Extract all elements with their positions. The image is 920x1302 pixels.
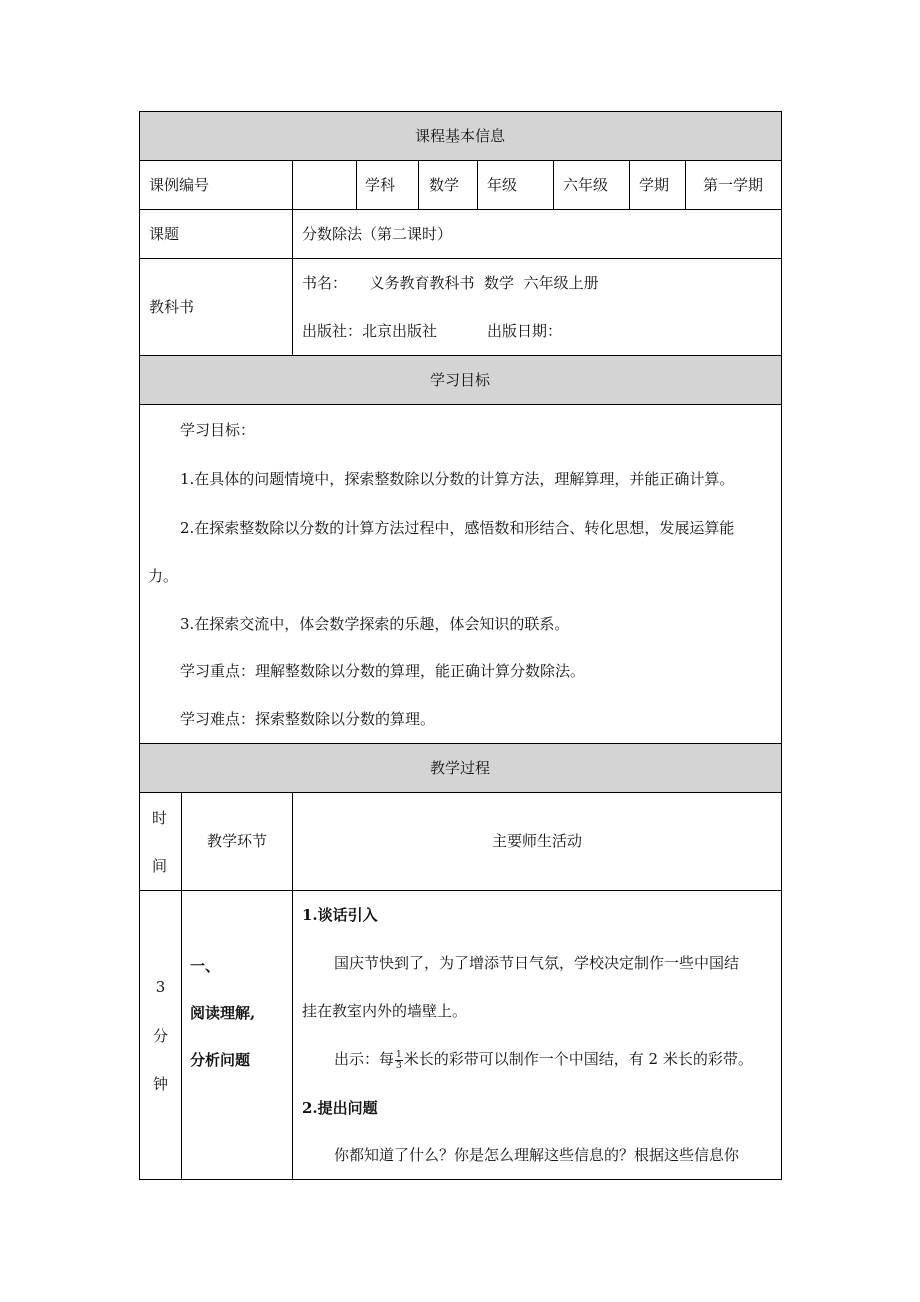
fraction-one-third: $\frac{1}{3}$ (396, 1049, 402, 1071)
term-label: 学期 (639, 176, 670, 194)
goal-2-line1: 2.在探索整数除以分数的计算方法过程中，感悟数和形结合、转化思想，发展运算能 (180, 519, 735, 537)
term-value: 第一学期 (703, 176, 764, 194)
show-statement (334, 1049, 753, 1071)
key-point: 学习重点：理解整数除以分数的算理，能正确计算分数除法。 (180, 662, 586, 680)
time-unit-1: 分 (152, 1027, 168, 1045)
goal-3: 3.在探索交流中，体会数学探索的乐趣，体会知识的联系。 (180, 615, 570, 633)
goal-1: 1.在具体的问题情境中，探索整数除以分数的计算方法，理解算理，并能正确计算。 (180, 470, 735, 488)
stage-number: 一、 (190, 957, 221, 975)
col-time-2: 间 (152, 857, 168, 875)
textbook-publisher: 出版社：北京出版社 (302, 322, 438, 340)
show-suffix: 米长的彩带可以制作一个中国结，有 2 米长的彩带。 (403, 1050, 753, 1068)
difficulty: 学习难点：探索整数除以分数的算理。 (180, 710, 436, 728)
time-value: 3 (155, 978, 166, 996)
time-unit-2: 钟 (152, 1075, 168, 1093)
goal-2-line2: 力。 (148, 567, 179, 585)
show-prefix: 出示：每 (334, 1050, 395, 1068)
course-info-title: 课程基本信息 (414, 127, 505, 145)
subject-label: 学科 (365, 176, 396, 194)
topic-value: 分数除法（第二课时） (302, 225, 453, 243)
stage-name-2: 分析问题 (190, 1051, 251, 1069)
subject-value: 数学 (429, 176, 460, 194)
goals-intro: 学习目标： (180, 421, 256, 439)
para-1-line2: 挂在教室内外的墙壁上。 (302, 1002, 468, 1020)
col-time-1: 时 (152, 809, 168, 827)
process-title: 教学过程 (429, 759, 490, 777)
topic-label: 课题 (149, 225, 180, 243)
grade-value: 六年级 (563, 176, 609, 194)
course-id-label: 课例编号 (149, 176, 210, 194)
col-stage: 教学环节 (206, 832, 267, 850)
section-1-title: 1.谈话引入 (302, 906, 378, 924)
grade-label: 年级 (487, 176, 518, 194)
para-1-line1: 国庆节快到了，为了增添节日气氛，学校决定制作一些中国结 (334, 954, 740, 972)
para-2-line1: 你都知道了什么？你是怎么理解这些信息的？根据这些信息你 (334, 1146, 740, 1164)
col-activity: 主要师生活动 (491, 832, 582, 850)
section-2-title: 2.提出问题 (302, 1099, 378, 1117)
textbook-title: 书名： 义务教育教科书 数学 六年级上册 (302, 274, 599, 292)
textbook-label: 教科书 (149, 298, 195, 316)
goals-title: 学习目标 (429, 371, 490, 389)
textbook-date: 出版日期： (487, 322, 563, 340)
stage-name-1: 阅读理解, (190, 1004, 256, 1022)
